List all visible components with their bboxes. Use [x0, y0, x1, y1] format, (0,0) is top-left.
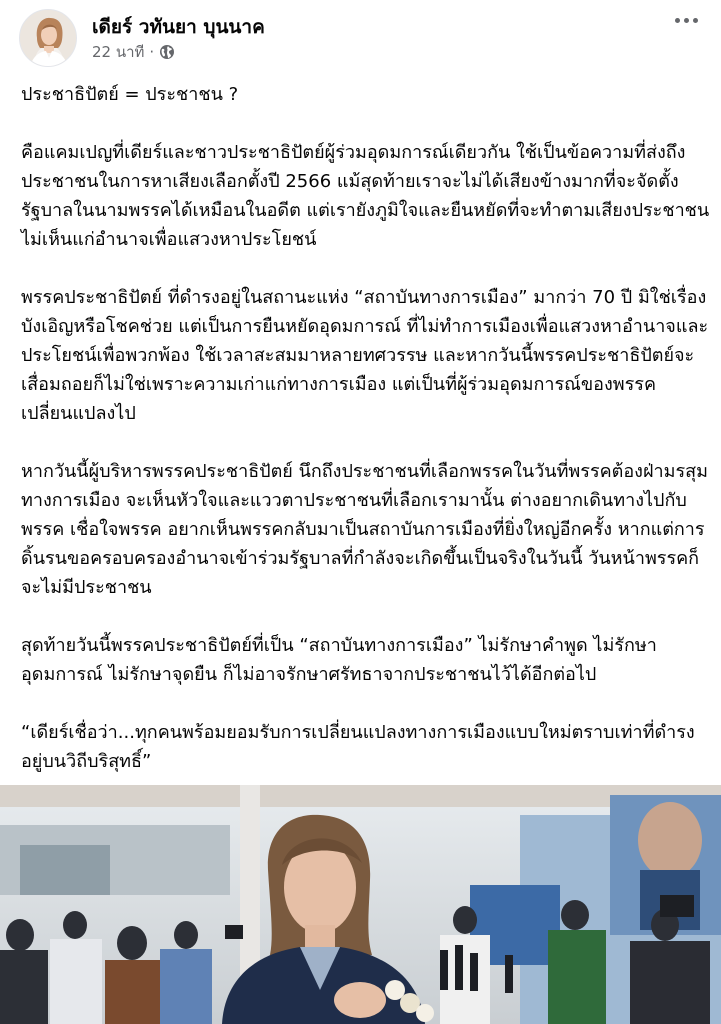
globe-icon[interactable] — [159, 44, 175, 60]
author-avatar[interactable] — [19, 9, 77, 67]
post-paragraph-5: สุดท้ายวันนี้พรรคประชาธิปัตย์ที่เป็น “สถาบันทางการเมือง” ไม่รักษาคำพูด ไม่รักษาอุดมการณ์ ไม่รักษาจุดยืน ก็ไม่อาจรักษาศรัทธาจากประชาชนไว้ได้อีกต่อไป — [21, 635, 657, 685]
post-paragraph-6: “เดียร์เชื่อว่า...ทุกคนพร้อมยอมรับการเปลี่ยนแปลงทางการเมืองแบบใหม่ตราบเท่าที่ดำรงอยู่บนวิถีบริสุทธิ์” — [21, 722, 695, 772]
post-timestamp[interactable]: 22 นาที — [92, 43, 145, 61]
post-body — [21, 80, 711, 776]
post-paragraph-4: หากวันนี้ผู้บริหารพรรคประชาธิปัตย์ นึกถึงประชาชนที่เลือกพรรคในวันที่พรรคต้องฝ่ามรสุมทางการเมือง จะเห็นหัวใจและแววตาประชาชนที่เลือกเรามานั้น ต่างอยากเดินทางไปกับพรรค เชื่อใจพรรค อยากเห็นพรรคกลับมาเป็นสถาบันการเมืองที่ยิ่งใหญ่อีกครั้ง หากแต่การดิ้นรนขอครอบครองอำนาจเข้าร่วมรัฐบาลที่กำลังจะเกิดขึ้นเป็นจริงในวันนี้ วันหน้าพรรคก็จะไม่มีประชาชน — [21, 461, 709, 598]
post-paragraph-3: พรรคประชาธิปัตย์ ที่ดำรงอยู่ในสถานะแห่ง “สถาบันทางการเมือง” มากว่า 70 ปี มิใช่เรื่องบังเอิญหรือโชคช่วย แต่เป็นการยืนหยัดอุดมการณ์ ที่ไม่ทำการเมืองเพื่อแสวงหาอำนาจและประโยชน์เพื่อพวกพ้อง ใช้เวลาสะสมมาหลายทศวรรษ และหากวันนี้พรรคประชาธิปัตย์จะเสื่อมถอยก็ไม่ใช่เพราะความเก่าแก่ทางการเมือง แต่เป็นที่ผู้ร่วมอุดมการณ์ของพรรคเปลี่ยนแปลงไป — [21, 287, 709, 424]
post-paragraph-1: ประชาธิปัตย์ = ประชาชน ? — [21, 84, 239, 105]
post-header — [0, 0, 721, 72]
avatar-image — [20, 10, 77, 67]
more-options-icon[interactable] — [675, 14, 701, 26]
author-name[interactable]: เดียร์ วทันยา บุนนาค — [92, 16, 265, 38]
post-meta — [92, 40, 175, 64]
post-photo[interactable] — [0, 785, 721, 1024]
press-event-image — [0, 785, 721, 1024]
post-paragraph-2: คือแคมเปญที่เดียร์และชาวประชาธิปัตย์ผู้ร่วมอุดมการณ์เดียวกัน ใช้เป็นข้อความที่ส่งถึงประชาชนในการหาเสียงเลือกตั้งปี 2566 แม้สุดท้ายเราจะไม่ได้เสียงข้างมากที่จะจัดตั้งรัฐบาลในนามพรรคได้เหมือนในอดีต แต่เรายังภูมิใจและยืนหยัดที่จะทำตามเสียงประชาชน ไม่เห็นแก่อำนาจเพื่อแสวงหาประโยชน์ — [21, 142, 710, 250]
meta-separator: · — [149, 43, 155, 61]
